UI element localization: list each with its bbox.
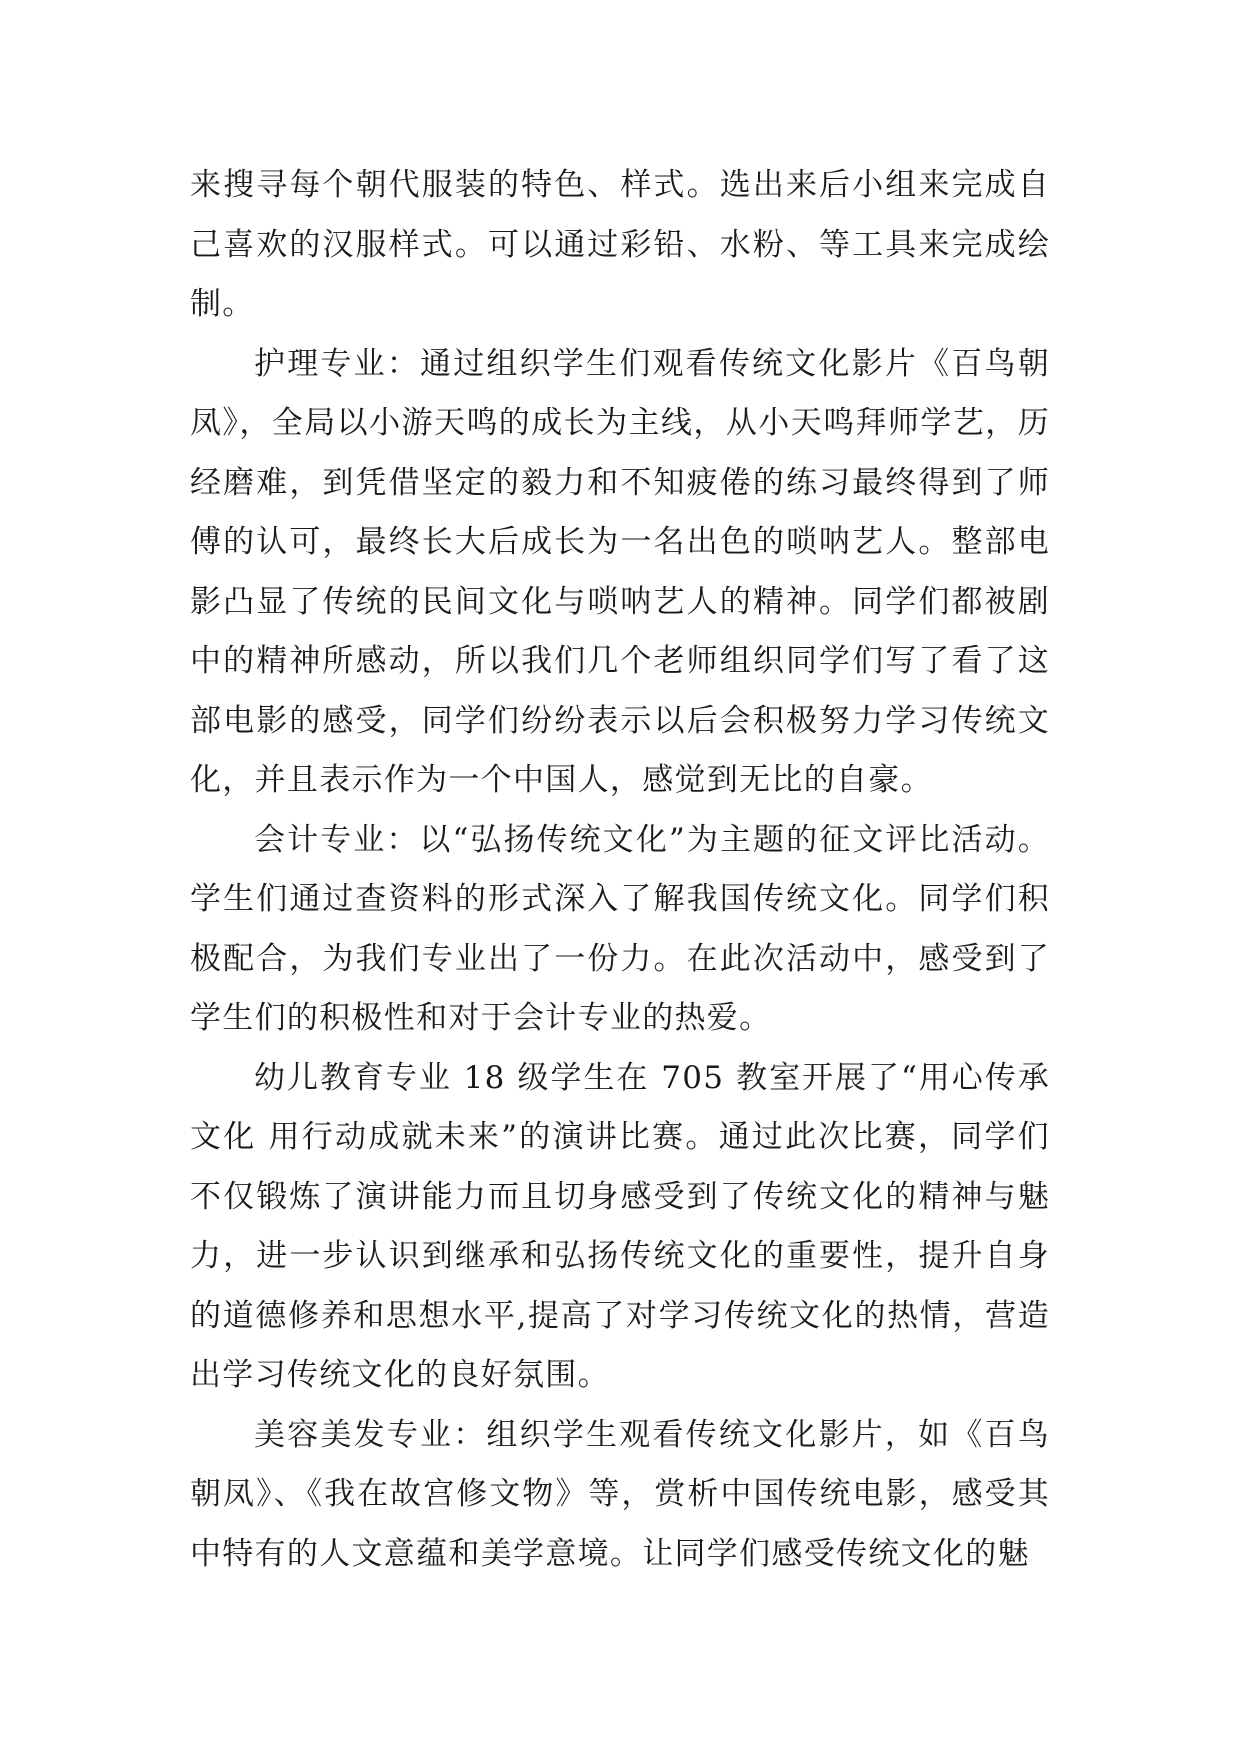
paragraph-beauty-hairdressing: 美容美发专业：组织学生观看传统文化影片，如《百鸟朝凤》、《我在故宫修文物》等，赏析中国传统电影，感受其中特有的人文意蕴和美学意境。让同学们感受传统文化的魅: [190, 1416, 1050, 1572]
paragraph-hanfu-continuation: 来搜寻每个朝代服装的特色、样式。选出来后小组来完成自己喜欢的汉服样式。可以通过彩铅、水粉、等工具来完成绘制。: [190, 167, 1050, 322]
paragraph-preschool-education: 幼儿教育专业 18 级学生在 705 教室开展了“用心传承文化 用行动成就未来”的演讲比赛。通过此次比赛，同学们不仅锻炼了演讲能力而且切身感受到了传统文化的精神与魅力，进一步认识到继承和弘扬传统文化的重要性，提升自身的道德修养和思想水平,提高了对学习传统文化的热情，营造出学习传统文化的良好氛围。: [190, 1059, 1050, 1393]
paragraph-nursing: 护理专业：通过组织学生们观看传统文化影片《百鸟朝凤》，全局以小游天鸣的成长为主线，从小天鸣拜师学艺，历经磨难，到凭借坚定的毅力和不知疲倦的练习最终得到了师傅的认可，最终长大后成长为一名出色的唢呐艺人。整部电影凸显了传统的民间文化与唢呐艺人的精神。同学们都被剧中的精神所感动，所以我们几个老师组织同学们写了看了这部电影的感受，同学们纷纷表示以后会积极努力学习传统文化，并且表示作为一个中国人，感觉到无比的自豪。: [190, 345, 1050, 798]
paragraph-accounting: 会计专业：以“弘扬传统文化”为主题的征文评比活动。学生们通过查资料的形式深入了解我国传统文化。同学们积极配合，为我们专业出了一份力。在此次活动中，感受到了学生们的积极性和对于会计专业的热爱。: [190, 821, 1050, 1036]
document-body: [190, 156, 1050, 1584]
